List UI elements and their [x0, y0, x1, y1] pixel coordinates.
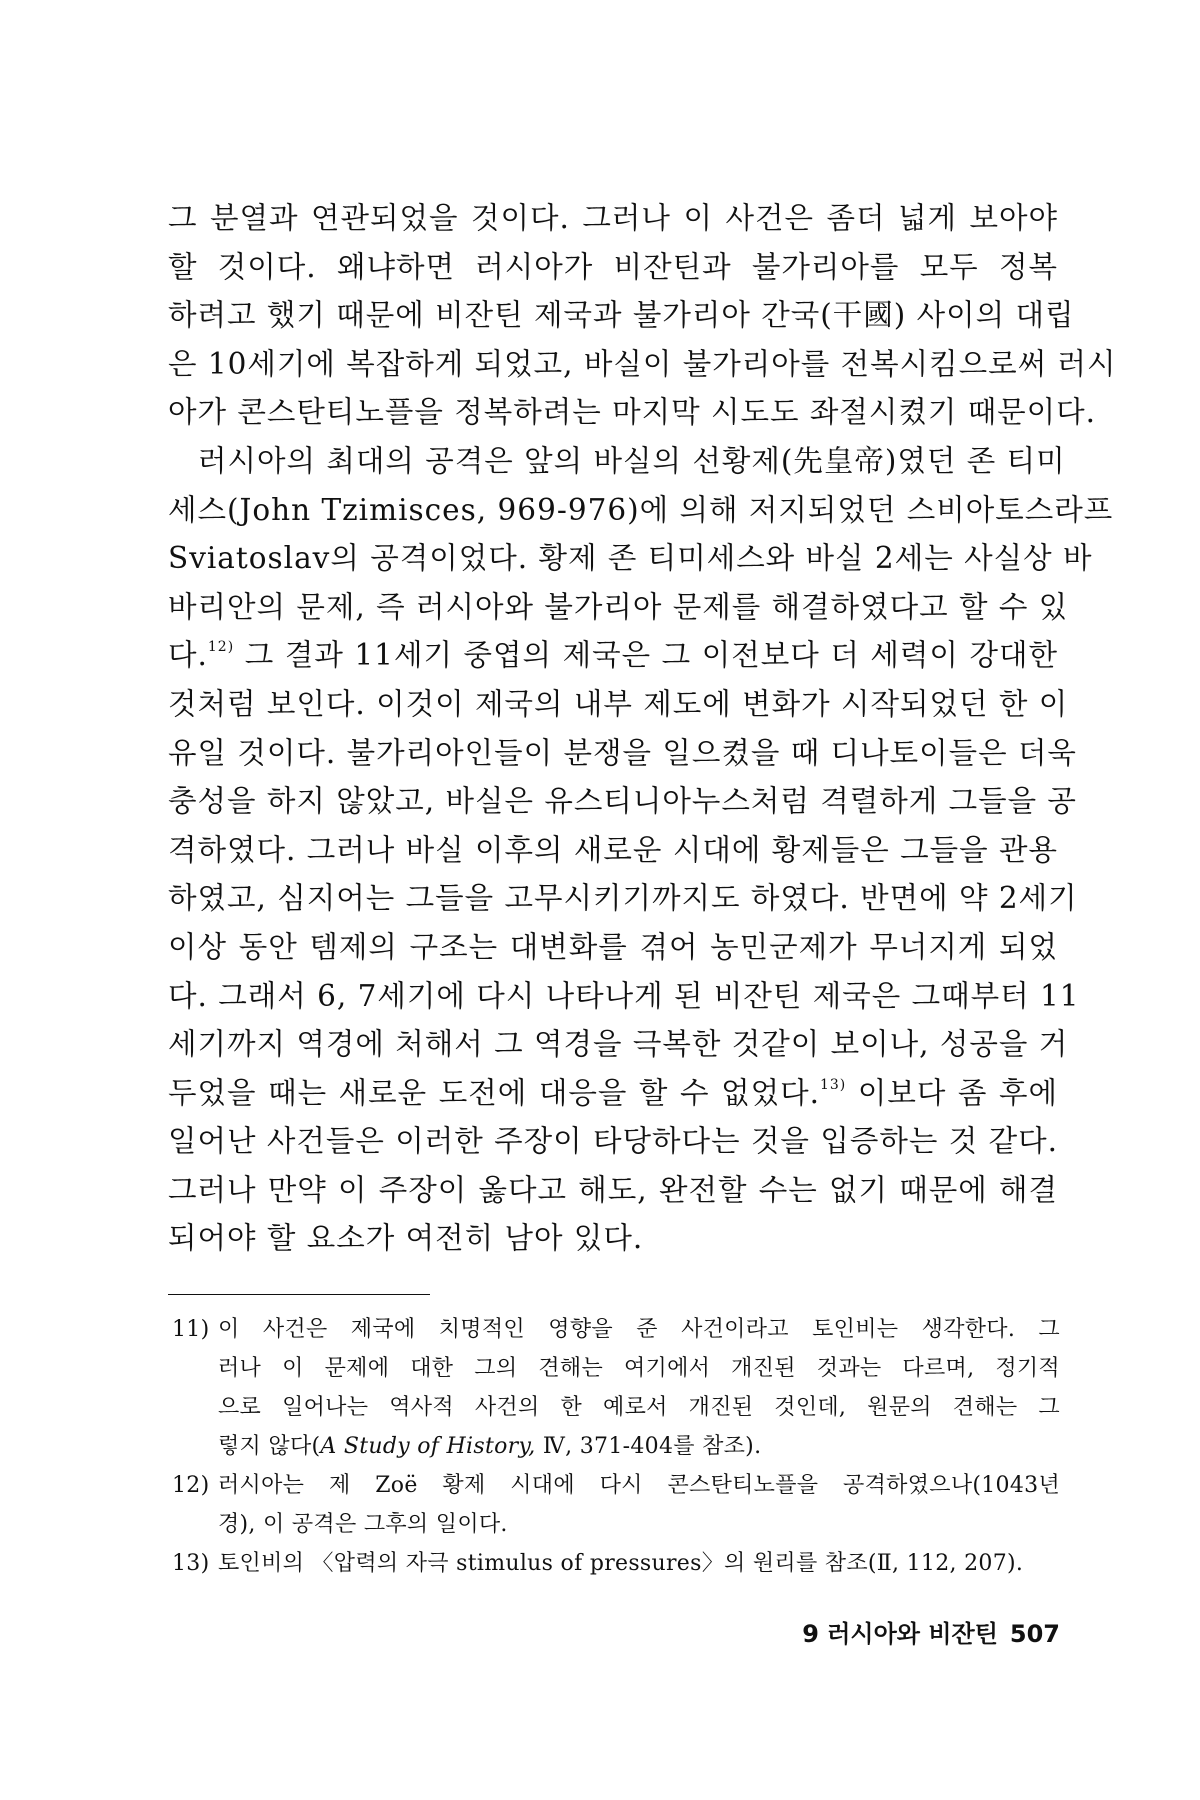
- body-text-fragment: 그 결과 11세기 중엽의 제국은 그 이전보다 더 세력이 강대한: [234, 638, 1058, 673]
- footnote-12: [172, 1466, 1060, 1505]
- footnote-separator: [168, 1294, 430, 1295]
- body-line: 충성을 하지 않았고, 바실은 유스티니아누스처럼 격렬하게 그들을 공: [168, 784, 1077, 819]
- footnote-text: 러시아는 제 Zoë 황제 시대에 다시 콘스탄티노플을 공격하였으나(1043년: [218, 1473, 1060, 1498]
- book-title: A Study of History,: [320, 1434, 536, 1459]
- footnote-13: [172, 1544, 1060, 1583]
- body-line: 그러나 만약 이 주장이 옳다고 해도, 완전할 수는 없기 때문에 해결: [168, 1172, 1058, 1207]
- chapter-title: 9 러시아와 비잔틴: [802, 1620, 998, 1648]
- footnote-text: Ⅳ, 371-404를 참조).: [535, 1434, 762, 1459]
- body-line: 바리안의 문제, 즉 러시아와 불가리아 문제를 해결하였다고 할 수 있: [168, 589, 1069, 624]
- footnotes: [172, 1310, 1060, 1583]
- body-line: [168, 1069, 1058, 1118]
- body-line: 세기까지 역경에 처해서 그 역경을 극복한 것같이 보이나, 성공을 거: [168, 1027, 1069, 1062]
- body-line: 그 분열과 연관되었을 것이다. 그러나 이 사건은 좀더 넓게 보아야: [168, 201, 1058, 235]
- body-text-fragment: 다.: [168, 638, 208, 673]
- body-line: 하려고 했기 때문에 비잔틴 제국과 불가리아 간국(干國) 사이의 대립: [168, 298, 1075, 333]
- body-line: 아가 콘스탄티노플을 정복하려는 마지막 시도도 좌절시켰기 때문이다.: [168, 395, 1097, 430]
- body-text: [168, 194, 1117, 1263]
- body-line: 격하였다. 그러나 바실 이후의 새로운 시대에 황제들은 그들을 관용: [168, 832, 1058, 867]
- footnote-number: 12): [172, 1473, 210, 1498]
- body-line: 세스(John Tzimisces, 969-976)에 의해 저지되었던 스비아토스라프: [168, 492, 1114, 527]
- body-line: 되어야 할 요소가 여전히 남아 있다.: [168, 1221, 644, 1256]
- body-line: 다. 그래서 6, 7세기에 다시 나타나게 된 비잔틴 제국은 그때부터 11: [168, 978, 1080, 1013]
- body-line: 하였고, 심지어는 그들을 고무시키기까지도 하였다. 반면에 약 2세기: [168, 881, 1078, 916]
- footnote-line: 경), 이 공격은 그후의 일이다.: [218, 1512, 508, 1537]
- footnote-ref-12: 12): [207, 639, 235, 656]
- footnote-text: 렇지 않다(: [218, 1434, 321, 1459]
- body-line: 이상 동안 템제의 구조는 대변화를 겪어 농민군제가 무너지게 되었: [168, 929, 1058, 964]
- footnote-number: 13): [172, 1551, 210, 1576]
- page-number: 507: [1009, 1620, 1060, 1648]
- body-text-fragment: 두었을 때는 새로운 도전에 대응을 할 수 없었다.: [168, 1075, 820, 1110]
- footnote-ref-13: 13): [819, 1076, 847, 1093]
- running-footer: [802, 1614, 1060, 1649]
- footnote-line: 러나 이 문제에 대한 그의 견해는 여기에서 개진된 것과는 다르며, 정기적: [218, 1356, 1060, 1381]
- body-text-fragment: 이보다 좀 후에: [846, 1075, 1058, 1110]
- body-line: 일어난 사건들은 이러한 주장이 타당하다는 것을 입증하는 것 같다.: [168, 1124, 1058, 1159]
- body-line: 할 것이다. 왜냐하면 러시아가 비잔틴과 불가리아를 모두 정복: [168, 249, 1058, 284]
- body-line: 러시아의 최대의 공격은 앞의 바실의 선황제(先皇帝)였던 존 티미: [198, 443, 1066, 478]
- footnote-line: 으로 일어나는 역사적 사건의 한 예로서 개진된 것인데, 원문의 견해는 그: [218, 1395, 1060, 1420]
- body-line: 것처럼 보인다. 이것이 제국의 내부 제도에 변화가 시작되었던 한 이: [168, 686, 1069, 721]
- body-line: 은 10세기에 복잡하게 되었고, 바실이 불가리아를 전복시킴으로써 러시: [168, 346, 1117, 381]
- footnote-line: [172, 1427, 1060, 1466]
- body-line: Sviatoslav의 공격이었다. 황제 존 티미세스와 바실 2세는 사실상 바: [168, 541, 1093, 576]
- body-line: [168, 631, 1058, 680]
- footnote-text: 토인비의 〈압력의 자극 stimulus of pressures〉의 원리를 참조(Ⅱ, 112, 207).: [218, 1551, 1024, 1576]
- footnote-11: [172, 1310, 1060, 1349]
- footnote-number: 11): [172, 1317, 210, 1342]
- footnote-text: 이 사건은 제국에 치명적인 영향을 준 사건이라고 토인비는 생각한다. 그: [218, 1317, 1060, 1342]
- body-line: 유일 것이다. 불가리아인들이 분쟁을 일으켰을 때 디나토이들은 더욱: [168, 735, 1077, 770]
